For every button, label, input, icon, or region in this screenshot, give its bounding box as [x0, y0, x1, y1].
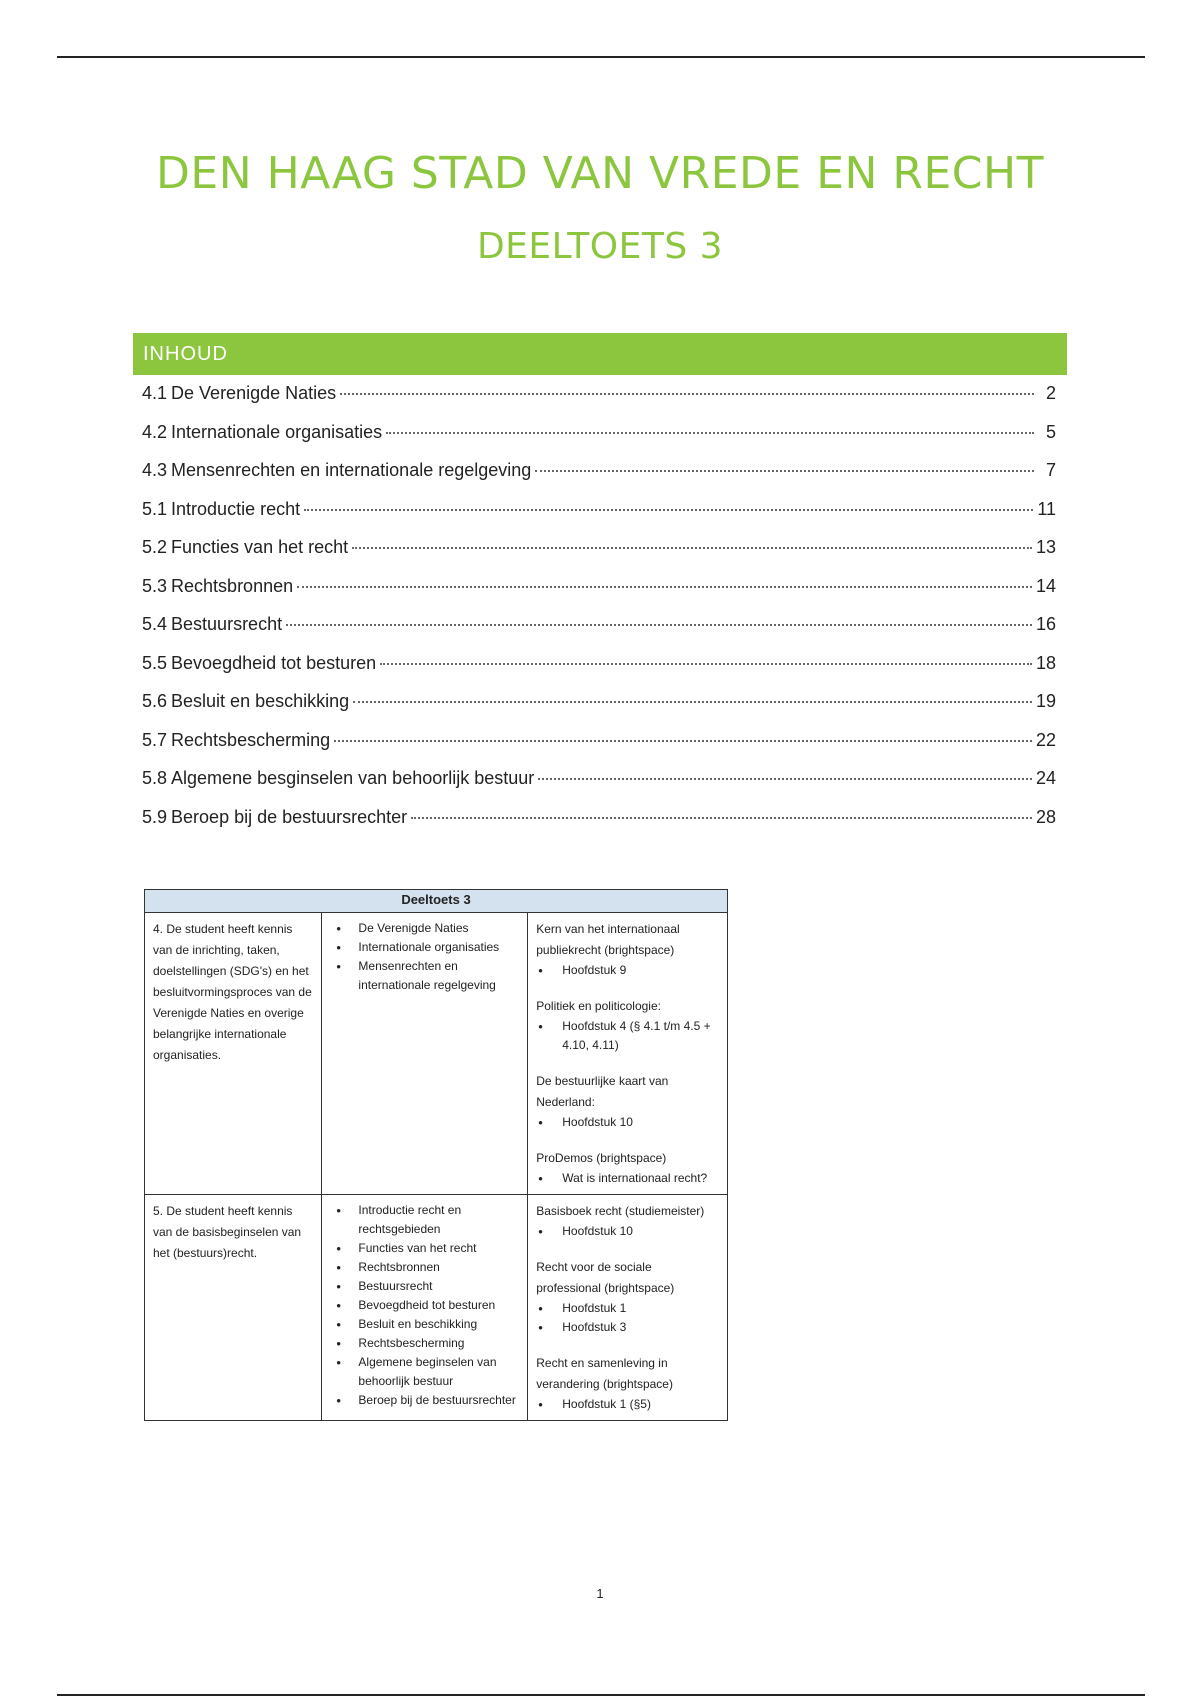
source-item: • Hoofdstuk 1 [562, 1299, 719, 1318]
source-title: Politiek en politicologie: [536, 999, 661, 1013]
topic-item: • De Verenigde Naties [358, 919, 519, 938]
topics-list [330, 1201, 519, 1410]
toc-entry-label: Bevoegdheid tot besturen [171, 652, 377, 673]
source-items [536, 1017, 719, 1055]
topic-item: • Rechtsbronnen [358, 1258, 519, 1277]
toc-entry-page: 28 [1035, 806, 1056, 827]
topic-item: • Besluit en beschikking [358, 1315, 519, 1334]
toc-dot-leader [411, 817, 1032, 819]
table-header: Deeltoets 3 [145, 890, 728, 913]
toc-dot-leader [353, 701, 1032, 703]
toc-entry-page: 2 [1045, 383, 1056, 403]
toc-entry-label: Functies van het recht [171, 537, 349, 557]
table-row [145, 913, 728, 1195]
toc-dot-leader [340, 393, 1034, 395]
toc-heading: INHOUD [133, 333, 1067, 375]
sources-cell [528, 1195, 728, 1421]
top-rule [57, 56, 1145, 58]
topic-item: • Algemene beginselen van behoorlijk bestuur [358, 1353, 519, 1391]
source-block [536, 1353, 719, 1414]
toc-entry-page: 14 [1035, 575, 1056, 596]
toc-entry-page: 7 [1045, 460, 1056, 480]
toc-dot-leader [352, 547, 1032, 549]
toc-dot-leader [334, 740, 1032, 742]
toc-entry[interactable] [142, 383, 1056, 422]
topic-item: • Internationale organisaties [358, 938, 519, 957]
toc-entry[interactable] [142, 537, 1056, 576]
toc-entry[interactable] [142, 653, 1056, 692]
page-number: 1 [596, 1586, 604, 1601]
table-row [145, 1195, 728, 1421]
source-title: Recht voor de sociale professional (brightspace) [536, 1260, 675, 1295]
toc-entry-label: Rechtsbescherming [171, 729, 331, 750]
topics-cell [322, 913, 528, 1195]
source-item: • Hoofdstuk 10 [562, 1113, 719, 1132]
source-items [536, 1395, 719, 1414]
toc-entry-label: De Verenigde Naties [171, 383, 337, 403]
toc-entry[interactable] [142, 768, 1056, 807]
deeltoets-table [144, 889, 728, 1421]
toc-entry-number: 4.3 [142, 460, 168, 480]
toc-entry-page: 11 [1037, 498, 1056, 519]
toc-entry-page: 24 [1035, 768, 1056, 788]
sources-cell [528, 913, 728, 1195]
toc-dot-leader [386, 432, 1034, 434]
source-item: • Hoofdstuk 3 [562, 1318, 719, 1337]
toc-entry-page: 16 [1035, 614, 1056, 634]
toc-entry[interactable] [142, 730, 1056, 769]
source-block [536, 1071, 719, 1132]
toc-entry-label: Rechtsbronnen [171, 575, 294, 596]
toc-entry-page: 19 [1035, 691, 1056, 711]
bottom-rule [57, 1694, 1145, 1696]
toc-entry-label: Besluit en beschikking [171, 691, 350, 711]
source-item: • Hoofdstuk 1 (§5) [562, 1395, 719, 1414]
source-items [536, 1169, 719, 1188]
toc-entry-number: 5.9 [142, 806, 168, 827]
toc-entry-number: 5.8 [142, 768, 168, 788]
toc-entry-page: 18 [1035, 652, 1056, 673]
toc-entry-number: 5.1 [142, 498, 168, 519]
toc-entry-number: 4.1 [142, 383, 168, 403]
source-items [536, 1113, 719, 1132]
toc-entry-label: Bestuursrecht [171, 614, 283, 634]
source-title: ProDemos (brightspace) [536, 1151, 667, 1165]
toc-entry-number: 5.3 [142, 575, 168, 596]
document-title: DEN HAAG STAD VAN VREDE EN RECHT [156, 148, 1044, 199]
source-title: Basisboek recht (studiemeister) [536, 1204, 705, 1218]
toc-entry-number: 5.2 [142, 537, 168, 557]
toc-entry[interactable] [142, 614, 1056, 653]
source-items [536, 961, 719, 980]
toc-entry-number: 5.7 [142, 729, 168, 750]
source-items [536, 1299, 719, 1337]
topic-item: • Introductie recht en rechtsgebieden [358, 1201, 519, 1239]
source-block [536, 1201, 719, 1241]
source-block [536, 1148, 719, 1188]
toc-dot-leader [286, 624, 1032, 626]
toc-entry-page: 22 [1035, 729, 1056, 750]
topic-item: • Bevoegdheid tot besturen [358, 1296, 519, 1315]
source-title: De bestuurlijke kaart van Nederland: [536, 1074, 669, 1109]
toc-dot-leader [304, 509, 1033, 511]
learning-goal-cell: 5. De student heeft kennis van de basisbeginselen van het (bestuurs)recht. [145, 1195, 322, 1421]
source-item: • Wat is internationaal recht? [562, 1169, 719, 1188]
source-item: • Hoofdstuk 9 [562, 961, 719, 980]
toc-dot-leader [297, 586, 1032, 588]
toc-dot-leader [535, 470, 1034, 472]
source-block [536, 996, 719, 1055]
toc-entry[interactable] [142, 807, 1056, 846]
source-title: Recht en samenleving in verandering (brightspace) [536, 1356, 673, 1391]
toc-entry[interactable] [142, 576, 1056, 615]
toc-entry-label: Introductie recht [171, 498, 301, 519]
source-item: • Hoofdstuk 4 (§ 4.1 t/m 4.5 + 4.10, 4.11) [562, 1017, 719, 1055]
toc-entry[interactable] [142, 691, 1056, 730]
toc-dot-leader [538, 778, 1032, 780]
source-title: Kern van het internationaal publiekrecht (brightspace) [536, 922, 680, 957]
topic-item: • Beroep bij de bestuursrechter [358, 1391, 519, 1410]
topics-list [330, 919, 519, 995]
source-items [536, 1222, 719, 1241]
learning-goal-cell: 4. De student heeft kennis van de inrichting, taken, doelstellingen (SDG's) en het besluitvormingsproces van de Verenigde Naties en overige belangrijke internationale organisaties. [145, 913, 322, 1195]
toc-dot-leader [380, 663, 1032, 665]
topic-item: • Bestuursrecht [358, 1277, 519, 1296]
topic-item: • Functies van het recht [358, 1239, 519, 1258]
topics-cell [322, 1195, 528, 1421]
toc-entry-label: Internationale organisaties [171, 421, 383, 442]
source-block [536, 1257, 719, 1337]
toc-entry-label: Mensenrechten en internationale regelgeving [171, 460, 532, 480]
topic-item: • Rechtsbescherming [358, 1334, 519, 1353]
toc-entry-label: Algemene besginselen van behoorlijk bestuur [171, 768, 535, 788]
toc-entry-label: Beroep bij de bestuursrechter [171, 806, 408, 827]
table-of-contents [142, 383, 1056, 845]
topic-item: • Mensenrechten en internationale regelgeving [358, 957, 519, 995]
toc-entry-page: 13 [1035, 537, 1056, 557]
toc-entry-number: 5.6 [142, 691, 168, 711]
toc-entry[interactable] [142, 499, 1056, 538]
source-item: • Hoofdstuk 10 [562, 1222, 719, 1241]
toc-entry-number: 4.2 [142, 421, 168, 442]
document-subtitle: DEELTOETS 3 [476, 226, 724, 267]
toc-entry-number: 5.5 [142, 652, 168, 673]
toc-entry[interactable] [142, 422, 1056, 461]
source-block [536, 919, 719, 980]
toc-entry-page: 5 [1045, 421, 1056, 442]
toc-entry-number: 5.4 [142, 614, 168, 634]
toc-entry[interactable] [142, 460, 1056, 499]
